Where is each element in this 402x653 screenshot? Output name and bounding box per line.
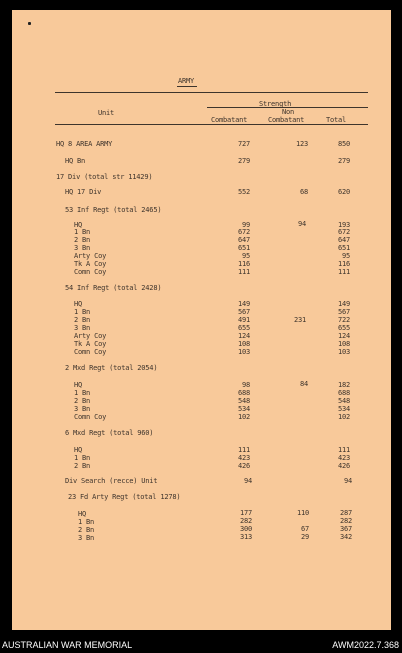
non-combatant-cell: 231 <box>293 316 306 324</box>
combatant-cell: 282 <box>239 517 252 525</box>
total-cell: 548 <box>337 397 350 405</box>
combatant-cell: 124 <box>237 332 250 340</box>
row-label: 1 Bn <box>74 308 91 316</box>
row-label: HQ 8 AREA ARMY <box>56 140 113 148</box>
total-cell: 426 <box>337 462 350 470</box>
combatant-cell: 426 <box>237 462 250 470</box>
row-label: 2 Bn <box>74 316 91 324</box>
combatant-cell: 727 <box>237 140 250 148</box>
total-cell: 722 <box>337 316 350 324</box>
total-cell: 567 <box>337 308 350 316</box>
row-label: Tk A Coy <box>74 340 107 348</box>
footer-accession-number: AWM2022.7.368 <box>332 640 399 650</box>
total-cell: 367 <box>339 525 352 533</box>
total-cell: 279 <box>337 157 350 165</box>
section-label: 54 Inf Regt (total 2428) <box>65 284 162 292</box>
combatant-cell: 108 <box>237 340 250 348</box>
row-label: 1 Bn <box>78 518 95 526</box>
total-cell: 95 <box>341 252 350 260</box>
total-cell: 103 <box>337 348 350 356</box>
combatant-cell: 116 <box>237 260 250 268</box>
combatant-cell: 651 <box>237 244 250 252</box>
row-label: 2 Bn <box>74 397 91 405</box>
combatant-cell: 655 <box>237 324 250 332</box>
combatant-cell: 567 <box>237 308 250 316</box>
total-cell: 647 <box>337 236 350 244</box>
total-cell: 102 <box>337 413 350 421</box>
combatant-cell: 300 <box>239 525 252 533</box>
combatant-cell: 279 <box>237 157 250 165</box>
non-combatant-cell: 67 <box>300 525 309 533</box>
row-label: HQ <box>74 300 83 308</box>
section-label: 53 Inf Regt (total 2465) <box>65 206 162 214</box>
row-label: HQ <box>74 446 83 454</box>
combatant-cell: 423 <box>237 454 250 462</box>
row-label: 1 Bn <box>74 228 91 236</box>
total-cell: 282 <box>339 517 352 525</box>
total-cell: 651 <box>337 244 350 252</box>
combatant-cell: 99 <box>241 221 250 229</box>
total-cell: 111 <box>337 268 350 276</box>
row-label: Div Search (recce) Unit <box>65 477 158 485</box>
row-label: Comn Coy <box>74 348 107 356</box>
total-cell: 124 <box>337 332 350 340</box>
row-label: Comn Coy <box>74 268 107 276</box>
row-label: HQ <box>74 381 83 389</box>
combatant-cell: 103 <box>237 348 250 356</box>
row-label: 2 Bn <box>78 526 95 534</box>
non-combatant-cell: 29 <box>300 533 309 541</box>
row-label: HQ <box>74 221 83 229</box>
header-non: Non <box>282 108 295 116</box>
total-cell: 111 <box>337 446 350 454</box>
combatant-cell: 548 <box>237 397 250 405</box>
total-cell: 116 <box>337 260 350 268</box>
total-cell: 672 <box>337 228 350 236</box>
section-label: 2 Mxd Regt (total 2054) <box>65 364 158 372</box>
row-label: Arty Coy <box>74 332 107 340</box>
non-combatant-cell: 110 <box>296 509 309 517</box>
row-label: Tk A Coy <box>74 260 107 268</box>
header-top-rule <box>55 92 368 93</box>
combatant-cell: 111 <box>237 268 250 276</box>
header-unit: Unit <box>98 109 115 117</box>
row-label: 3 Bn <box>74 244 91 252</box>
row-label: HQ 17 Div <box>65 188 102 196</box>
non-combatant-cell: 68 <box>299 188 308 196</box>
combatant-cell: 688 <box>237 389 250 397</box>
non-combatant-cell: 84 <box>299 380 308 388</box>
title-underline <box>177 86 197 87</box>
combatant-cell: 98 <box>241 381 250 389</box>
header-non-combatant: Combatant <box>268 116 305 124</box>
header-strength: Strength <box>259 100 292 108</box>
section-label: 23 Fd Arty Regt (total 1278) <box>68 493 181 501</box>
combatant-cell: 149 <box>237 300 250 308</box>
total-cell: 287 <box>339 509 352 517</box>
row-label: 3 Bn <box>74 405 91 413</box>
row-label: Arty Coy <box>74 252 107 260</box>
footer-institution: AUSTRALIAN WAR MEMORIAL <box>2 640 133 650</box>
combatant-cell: 552 <box>237 188 250 196</box>
header-total: Total <box>326 116 347 124</box>
row-label: 1 Bn <box>74 389 91 397</box>
total-cell: 850 <box>337 140 350 148</box>
document-title: ARMY <box>178 77 195 85</box>
ink-mark <box>28 22 31 25</box>
combatant-cell: 95 <box>241 252 250 260</box>
row-label: 3 Bn <box>78 534 95 542</box>
non-combatant-cell: 94 <box>297 220 306 228</box>
non-combatant-cell: 123 <box>295 140 308 148</box>
total-cell: 182 <box>337 381 350 389</box>
total-cell: 193 <box>337 221 350 229</box>
combatant-cell: 313 <box>239 533 252 541</box>
total-cell: 342 <box>339 533 352 541</box>
combatant-cell: 491 <box>237 316 250 324</box>
total-cell: 423 <box>337 454 350 462</box>
total-cell: 149 <box>337 300 350 308</box>
row-label: 3 Bn <box>74 324 91 332</box>
combatant-cell: 534 <box>237 405 250 413</box>
row-label: 2 Bn <box>74 236 91 244</box>
total-cell: 655 <box>337 324 350 332</box>
row-label: 2 Bn <box>74 462 91 470</box>
header-bottom-rule <box>55 124 368 125</box>
total-cell: 620 <box>337 188 350 196</box>
combatant-cell: 94 <box>243 477 252 485</box>
row-label: HQ Bn <box>65 157 86 165</box>
section-label: 17 Div (total str 11429) <box>56 173 153 181</box>
combatant-cell: 111 <box>237 446 250 454</box>
section-label: 6 Mxd Regt (total 960) <box>65 429 154 437</box>
row-label: Comn Coy <box>74 413 107 421</box>
combatant-cell: 647 <box>237 236 250 244</box>
combatant-cell: 672 <box>237 228 250 236</box>
archive-footer <box>0 636 402 653</box>
total-cell: 688 <box>337 389 350 397</box>
combatant-cell: 177 <box>239 509 252 517</box>
row-label: 1 Bn <box>74 454 91 462</box>
header-combatant: Combatant <box>211 116 248 124</box>
combatant-cell: 102 <box>237 413 250 421</box>
row-label: HQ <box>78 510 87 518</box>
total-cell: 108 <box>337 340 350 348</box>
total-cell: 94 <box>343 477 352 485</box>
total-cell: 534 <box>337 405 350 413</box>
